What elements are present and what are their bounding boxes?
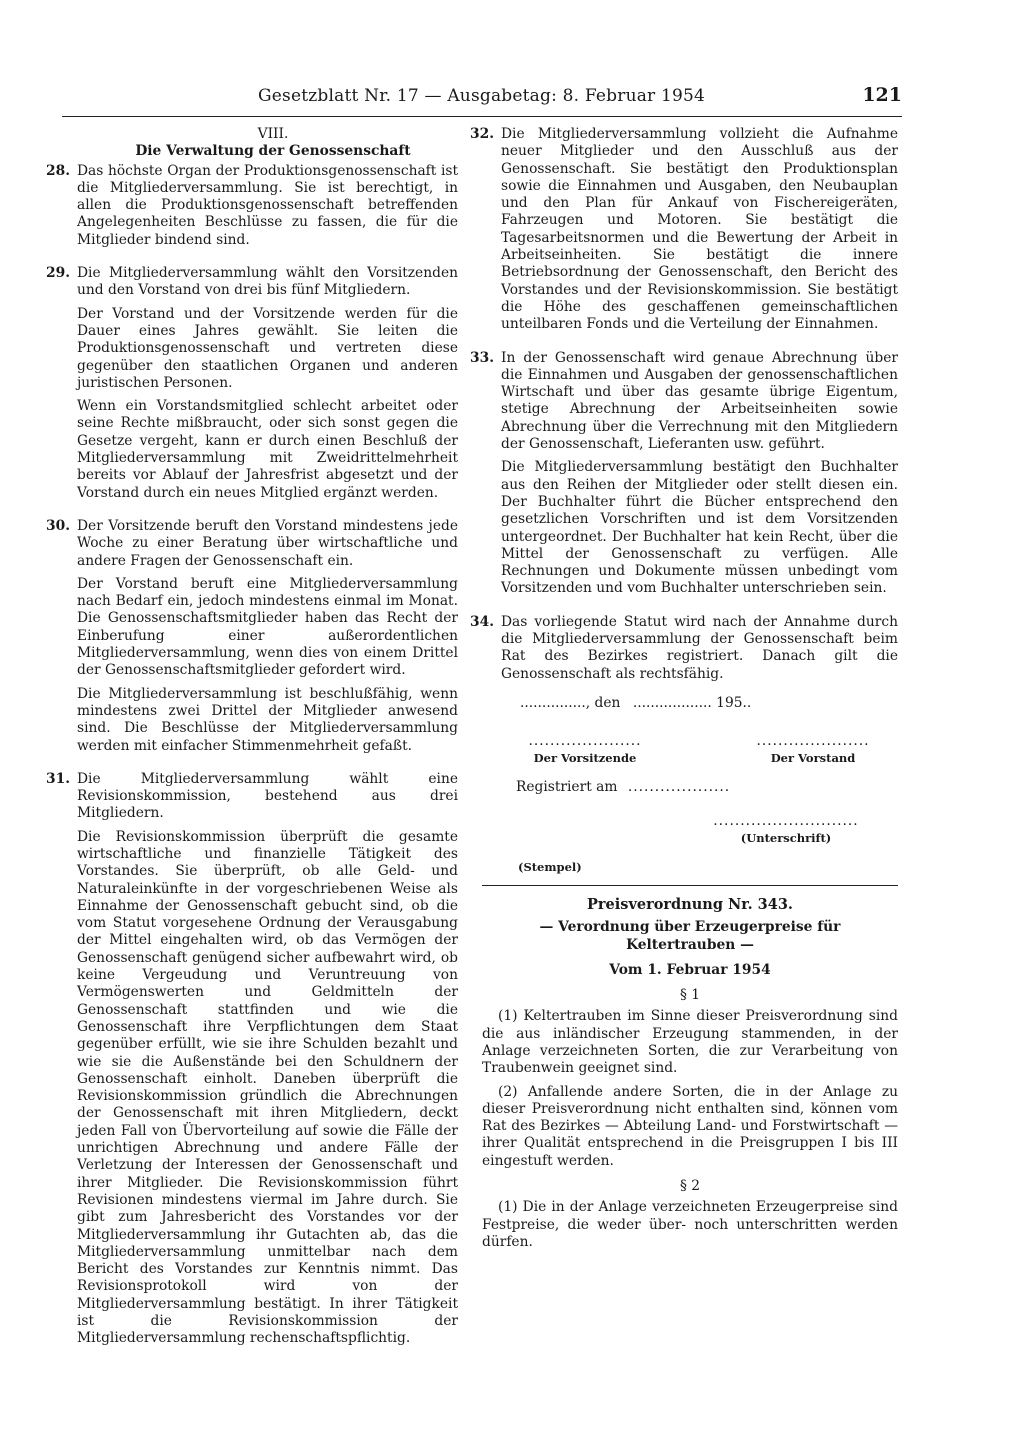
paragraph-text: In der Genossenschaft wird genaue Abrechnung über die Einnahmen und Ausgaben der genossenschaftlichen Wirtschaft und über das gesamte übrige Eigentum, stetige Abrechnung der Arbeitseinheiten sowie Abrechnung über die Verrechnung mit den Mitgliedern der Genossenschaft, Lieferanten usw. geführt. <box>501 349 898 453</box>
board-signature <box>748 733 878 768</box>
official-label: (Unterschrift) <box>740 831 832 846</box>
paragraph-text: Der Vorstand und der Vorsitzende werden für die Dauer eines Jahres gewählt. Sie leiten die Produktionsgenossenschaft und vertreten diese gegenüber den staatlichen Organen und anderen juristischen Personen. <box>77 305 458 391</box>
section-2-mark: § 2 <box>679 1178 701 1195</box>
paragraph-text: Die Mitgliederversammlung vollzieht die Aufnahme neuer Mitglieder und den Ausschluß aus der Genossenschaft. Sie bestätigt den Produktionsplan sowie die Einnahmen und Ausgaben, den Neubauplan und den Plan für Ankauf von Fischereigeräten, Fahrzeugen und Motoren. Sie bestätigt die Tagesarbeitsnormen und die Bewertung der Arbeit in Arbeitseinheiten. Sie bestätigt die innere Betriebsordnung der Genossenschaft, den Bericht des Vorstandes und der Revisionskommission. Sie bestätigt die Höhe des geschaffenen gemeinschaftlichen unteilbaren Fonds und die Verteilung der Einnahmen. <box>501 126 898 333</box>
paragraph-number: 33. <box>470 349 495 366</box>
date-place-dots: ..............., den <box>520 694 621 711</box>
paragraph-32 <box>470 126 898 334</box>
signature-block <box>482 689 898 846</box>
paragraph-number: 31. <box>46 770 71 787</box>
chairman-label: Der Vorsitzende <box>533 751 637 766</box>
paragraph-text: Das höchste Organ der Produktionsgenossenschaft ist die Mitgliederversammlung. Sie ist berechtigt, in allen die Produktionsgenossenschaft betreffenden Angelegenheiten Beschlüsse zu fassen, die für die Mitglieder bindend sind. <box>77 162 458 248</box>
ordinance-title: Preisverordnung Nr. 343. <box>587 895 793 913</box>
paragraph-30-b <box>58 576 458 680</box>
paragraph-text: Die Mitgliederversammlung wählt den Vorsitzenden und den Vorstand von drei bis fünf Mitgliedern. <box>77 265 458 299</box>
paragraph-28 <box>46 162 458 249</box>
ordinance-date: Vom 1. Februar 1954 <box>609 961 771 978</box>
board-dots: ..................... <box>756 732 870 749</box>
date-year-dots: .................. 195.. <box>632 694 752 711</box>
paragraph-text: Wenn ein Vorstandsmitglied schlecht arbeitet oder seine Rechte mißbraucht, oder sich sonst gegen die Gesetze vergeht, kann er durch einen Beschluß der Mitgliederversammlung mit Zweidrittelmehrheit bereits vor Ablauf der Jahresfrist abgesetzt und der Vorstand durch ein neues Mitglied ergänzt werden. <box>77 398 458 501</box>
paragraph-text: Die Mitgliederversammlung wählt eine Revisionskommission, bestehend aus drei Mitgliedern. <box>77 770 458 822</box>
paragraph-33 <box>470 349 898 454</box>
registered-dots: ................... <box>627 778 731 795</box>
section-1-paragraph-2: (2) Anfallende andere Sorten, die in der Anlage zu dieser Preisverordnung nicht enthalten sind, können vom Rat des Bezirkes — Abteilung Land- und Forstwirtschaft — ihrer Qualität entsprechend in die Preisgruppen I bis III eingestuft werden. <box>482 1083 898 1169</box>
paragraph-text: Der Vorstand beruft eine Mitgliederversammlung nach Bedarf ein, jedoch mindestens einmal im Monat. Die Genossenschaftsmitglieder haben das Recht der Einberufung einer außerordentlichen Mitgliederversammlung, wenn dies von einem Drittel der Genossenschaftsmitglieder gefordert wird. <box>77 575 458 679</box>
registered-line <box>516 779 730 796</box>
page-header <box>62 84 902 114</box>
date-line <box>520 695 751 712</box>
board-label: Der Vorstand <box>770 751 856 766</box>
paragraph-29-c <box>58 398 458 502</box>
paragraph-number: 28. <box>46 162 71 179</box>
paragraph-text: Die Mitgliederversammlung ist beschlußfähig, wenn mindestens zwei Drittel der Mitglieder anwesend sind. Die Beschlüsse der Mitgliederversammlung werden mit einfacher Stimmenmehrheit gefaßt. <box>77 685 458 754</box>
paragraph-text: Die Revisionskommission überprüft die gesamte wirtschaftliche und finanzielle Tätigkeit des Vorstandes. Sie überprüft, ob alle Geld- und Naturaleinkünfte in der vorgeschriebenen Weise als Einnahme der Genossenschaft gebucht sind, ob die vom Statut vorgesehene Ordnung der Verausgabung der Mittel eingehalten wird, ob das Vermögen der Genossenschaft genügend sicher aufbewahrt wird, ob keine Vergeudung und Veruntreuung von Vermögenswerten und Geldmitteln der Genossenschaft stattfinden und wie die Genossenschaft ihre Verpflichtungen dem Staat gegenüber erfüllt, wie sie ihre Schulden bezahlt und wie sie die Außenstände bei den Schuldnern der Genossenschaft einholt. Daneben überprüft die Revisionskommission gründlich die Abrechnungen der Genossenschaft mit ihren Mitgliedern, deckt jeden Fall von Übervorteilung auf sowie die Fälle der unrichtigen Abrechnung und andere Fälle der Verletzung der Interessen der Genossenschaft und ihrer Mitglieder. Die Revisionskommission führt Revisionen mindestens viermal im Jahre durch. Sie gibt zum Jahresbericht des Vorstandes vor der Mitgliederversammlung ihr Gutachten ab, das die Mitgliederversammlung unmittelbar nach dem Bericht des Vorstandes zur Kenntnis nimmt. Das Revisionsprotokoll wird von der Mitgliederversammlung bestätigt. In ihrer Tätigkeit ist die Revisionskommission der Mitgliederversammlung rechenschaftspflichtig. <box>77 828 458 1347</box>
paragraph-31-b <box>58 829 458 1348</box>
section-1-mark: § 1 <box>679 987 701 1004</box>
paragraph-33-b <box>482 459 898 597</box>
left-column <box>46 126 458 1354</box>
ordinance-subtitle: — Verordnung über Erzeugerpreise für Keltertrauben — <box>539 919 841 953</box>
paragraph-number: 30. <box>46 517 71 534</box>
paragraph-30-c <box>58 686 458 755</box>
header-title: Gesetzblatt Nr. 17 — Ausgabetag: 8. Februar 1954 <box>258 86 706 106</box>
page-number: 121 <box>862 84 902 106</box>
section-2-paragraph-1: (1) Die in der Anlage verzeichneten Erzeugerpreise sind Festpreise, die weder über- noch unterschritten werden dürfen. <box>482 1199 898 1250</box>
right-column <box>470 126 898 1257</box>
paragraph-29-b <box>58 306 458 392</box>
official-dots: ........................... <box>713 812 859 829</box>
chairman-signature <box>520 733 650 768</box>
paragraph-text: Die Mitgliederversammlung bestätigt den Buchhalter aus den Reihen der Mitglieder oder stellt diesen ein. Der Buchhalter führt die Bücher entsprechend den gesetzlichen Vorschriften und ist dem Vorsitzenden untergeordnet. Der Buchhalter hat kein Recht, über die Mittel der Genossenschaft zu verfügen. Alle Rechnungen und Dokumente müssen unbedingt vom Vorsitzenden und vom Buchhalter unterschrieben sein. <box>501 459 898 597</box>
paragraph-text: Das vorliegende Statut wird nach der Annahme durch die Mitgliederversammlung der Genossenschaft beim Rat des Bezirkes registriert. Danach gilt die Genossenschaft als rechtsfähig. <box>501 613 898 682</box>
section-numeral: VIII. <box>257 126 289 142</box>
section-divider <box>482 885 898 886</box>
section-title: Die Verwaltung der Genossenschaft <box>135 143 411 160</box>
paragraph-text: Der Vorsitzende beruft den Vorstand mindestens jede Woche zu einer Beratung über wirtschaftliche und andere Fragen der Genossenschaft ein. <box>77 517 458 569</box>
paragraph-29 <box>46 265 458 300</box>
paragraph-number: 32. <box>470 126 495 142</box>
paragraph-number: 34. <box>470 613 495 630</box>
section-1-paragraph-1: (1) Keltertrauben im Sinne dieser Preisverordnung sind die aus inländischer Erzeugung stammenden, in der Anlage verzeichneten Sorten, die zur Verarbeitung von Traubenwein geeignet sind. <box>482 1008 898 1077</box>
header-rule <box>62 116 902 117</box>
paragraph-31 <box>46 770 458 823</box>
paragraph-30 <box>46 517 458 570</box>
chairman-dots: ..................... <box>528 732 642 749</box>
paragraph-number: 29. <box>46 265 71 282</box>
registered-label: Registriert am <box>516 778 618 795</box>
stamp-label: (Stempel) <box>518 859 582 874</box>
paragraph-34 <box>470 613 898 683</box>
